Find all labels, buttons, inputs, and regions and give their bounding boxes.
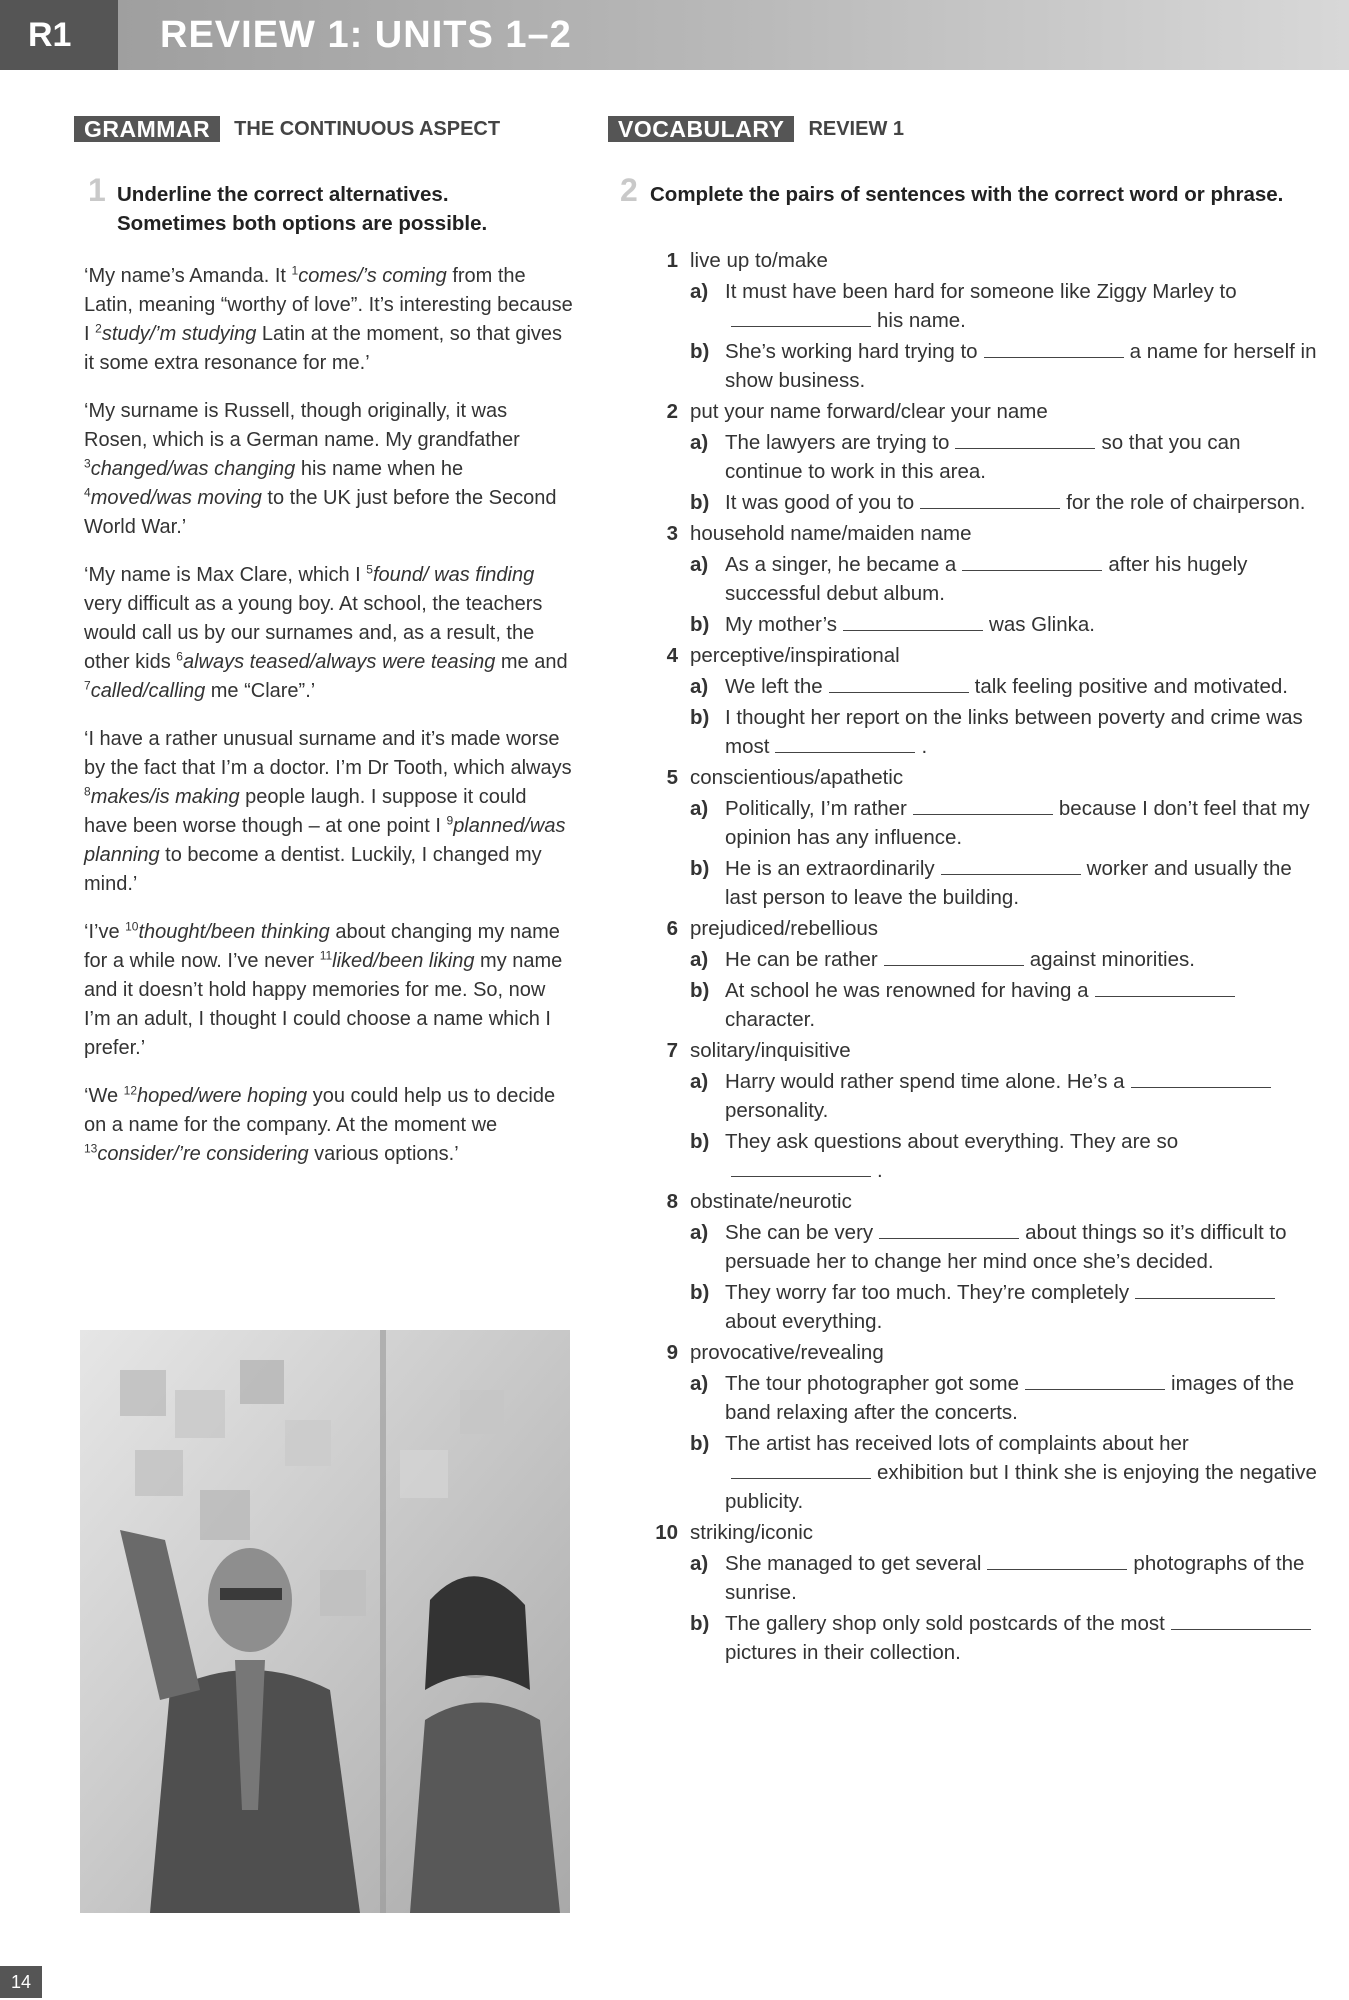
sentence-label: a) <box>690 431 709 454</box>
alternative[interactable]: called/calling <box>90 680 206 702</box>
sentence-a <box>690 945 1318 974</box>
paragraph: ‘We $^{12}$hoped/were hoping you could help us to decide on a name for the company. At the moment we $^{13}$consider/’re considering various options.’ <box>84 1083 556 1165</box>
sentence-text: The artist has received lots of complaints about herexhibition but I think she is enjoying the negative publicity. <box>725 1432 1317 1513</box>
sentence-text: She managed to get several photographs of the sunrise. <box>725 1552 1305 1604</box>
alternative[interactable]: study/’m studying <box>101 323 257 345</box>
sentence-label: b) <box>690 1612 710 1635</box>
sentence-label: b) <box>690 857 710 880</box>
sentence-b <box>690 1127 1318 1185</box>
grammar-header <box>74 116 500 142</box>
word-pair: striking/iconic <box>690 1521 814 1544</box>
item-number: 2 <box>666 400 678 423</box>
answer-blank[interactable] <box>1131 1069 1271 1088</box>
vocab-item-title <box>648 519 1318 548</box>
answer-blank[interactable] <box>987 1551 1127 1570</box>
sentence-b <box>690 488 1318 517</box>
item-number: 3 <box>666 522 678 545</box>
sentence-label: b) <box>690 613 710 636</box>
sentence-b <box>690 1278 1318 1336</box>
vocabulary-subtitle: REVIEW 1 <box>808 117 905 140</box>
sentence-a <box>690 277 1318 335</box>
vocab-item <box>648 1036 1318 1185</box>
sentence-b <box>690 337 1318 395</box>
sentence-a <box>690 794 1318 852</box>
answer-blank[interactable] <box>829 674 969 693</box>
item-number: 7 <box>666 1039 678 1062</box>
vocab-item-title <box>648 1036 1318 1065</box>
sentence-text: He is an extraordinarily worker and usually the last person to leave the building. <box>725 857 1292 909</box>
vocab-item-title <box>648 763 1318 792</box>
answer-blank[interactable] <box>731 1158 871 1177</box>
paragraph: ‘My name’s Amanda. It $^1$comes/’s coming from the Latin, meaning “worthy of love”. It’s interesting because I $^2$study/’m studying Latin at the moment, so that gives it some extra resonance for me.’ <box>84 263 573 374</box>
sentence-b <box>690 976 1318 1034</box>
page-number: 14 <box>0 1966 42 1998</box>
sentence-text: At school he was renowned for having acharacter. <box>725 976 1318 1034</box>
vocab-item <box>648 246 1318 395</box>
sentence-b <box>690 610 1318 639</box>
sentence-label: b) <box>690 1281 710 1304</box>
sentence-text: The tour photographer got some images of the band relaxing after the concerts. <box>725 1372 1295 1424</box>
alternative[interactable]: consider/’re considering <box>97 1143 309 1165</box>
answer-blank[interactable] <box>1171 1611 1311 1630</box>
word-pair: conscientious/apathetic <box>690 766 904 789</box>
answer-blank[interactable] <box>879 1220 1019 1239</box>
header-banner <box>0 0 1349 70</box>
sentence-text: It must have been hard for someone like Ziggy Marley tohis name. <box>725 280 1237 332</box>
vocab-item <box>648 1518 1318 1667</box>
sentence-b <box>690 1609 1318 1667</box>
answer-blank[interactable] <box>1135 1280 1275 1299</box>
sentence-text: I thought her report on the links between poverty and crime was most . <box>725 706 1303 758</box>
vocab-item <box>648 1338 1318 1516</box>
answer-blank[interactable] <box>962 552 1102 571</box>
page-title: REVIEW 1: UNITS 1–2 <box>160 14 572 56</box>
vocab-item-title <box>648 1518 1318 1547</box>
sentence-a <box>690 1218 1318 1276</box>
vocab-item-title <box>648 246 1318 275</box>
word-pair: live up to/make <box>690 249 828 272</box>
item-number: 1 <box>666 249 678 272</box>
alternative[interactable]: liked/been liking <box>332 950 475 972</box>
sentence-label: a) <box>690 1552 709 1575</box>
sentence-b <box>690 854 1318 912</box>
grammar-text <box>84 262 574 1188</box>
vocab-item <box>648 763 1318 912</box>
sentence-text: My mother’s was Glinka. <box>725 613 1095 636</box>
answer-blank[interactable] <box>843 612 983 631</box>
answer-blank[interactable] <box>731 1460 871 1479</box>
sentence-a <box>690 672 1318 701</box>
sentence-b <box>690 1429 1318 1516</box>
vocabulary-header <box>608 116 904 142</box>
answer-blank[interactable] <box>941 856 1081 875</box>
sentence-text: They ask questions about everything. They are so. <box>725 1130 1179 1182</box>
word-pair: put your name forward/clear your name <box>690 400 1048 423</box>
answer-blank[interactable] <box>1025 1371 1165 1390</box>
sentence-a <box>690 1549 1318 1607</box>
answer-blank[interactable] <box>913 796 1053 815</box>
sentence-label: a) <box>690 1372 709 1395</box>
alternative[interactable]: moved/was moving <box>90 487 262 509</box>
sentence-text: They worry far too much. They’re completelyabout everything. <box>725 1278 1318 1336</box>
vocab-item <box>648 914 1318 1034</box>
answer-blank[interactable] <box>955 430 1095 449</box>
answer-blank[interactable] <box>884 947 1024 966</box>
instruction-line: Underline the correct alternatives. <box>117 183 449 206</box>
sentence-label: a) <box>690 948 709 971</box>
sentence-label: b) <box>690 491 710 514</box>
exercise-number: 1 <box>88 172 106 208</box>
alternative[interactable]: thought/been thinking <box>138 921 330 943</box>
grammar-tag: GRAMMAR <box>74 116 220 142</box>
vocab-item-title <box>648 914 1318 943</box>
sentence-label: a) <box>690 1070 709 1093</box>
word-pair: solitary/inquisitive <box>690 1039 851 1062</box>
word-pair: provocative/revealing <box>690 1341 884 1364</box>
instruction-line: Sometimes both options are possible. <box>117 212 488 235</box>
exercise-number: 2 <box>620 172 638 208</box>
sentence-label: a) <box>690 280 709 303</box>
alternative[interactable]: makes/is making <box>90 786 240 808</box>
alternative[interactable]: comes/’s coming <box>298 265 447 287</box>
sentence-label: b) <box>690 1432 710 1455</box>
grammar-instruction <box>117 180 577 238</box>
word-pair: perceptive/inspirational <box>690 644 900 667</box>
answer-blank[interactable] <box>775 734 915 753</box>
vocab-item <box>648 641 1318 761</box>
alternative[interactable]: always teased/always were teasing <box>182 651 496 673</box>
sentence-label: b) <box>690 706 710 729</box>
sentence-label: b) <box>690 340 710 363</box>
sentence-label: a) <box>690 797 709 820</box>
sentence-label: a) <box>690 1221 709 1244</box>
photo-people-at-glass-wall <box>80 1330 570 1913</box>
paragraph: ‘I’ve $^{10}$thought/been thinking about changing my name for a while now. I’ve never $^{11}$liked/been liking my name and it doesn’t hold happy memories for me. So, now I’m an adult, I thought I could choose a name which I prefer.’ <box>84 919 563 1059</box>
grammar-subtitle: THE CONTINUOUS ASPECT <box>234 117 501 140</box>
vocab-item-title <box>648 1187 1318 1216</box>
vocabulary-items <box>648 244 1318 1667</box>
word-pair: prejudiced/rebellious <box>690 917 879 940</box>
paragraph: ‘I have a rather unusual surname and it’s made worse by the fact that I’m a doctor. I’m Dr Tooth, which always $^8$makes/is making people laugh. I suppose it could have been worse though – at one point I $^9$planned/was planning to become a dentist. Luckily, I changed my mind.’ <box>84 728 572 895</box>
sentence-text: Harry would rather spend time alone. He’s apersonality. <box>725 1067 1318 1125</box>
item-number: 4 <box>666 644 678 667</box>
vocab-item-title <box>648 641 1318 670</box>
answer-blank[interactable] <box>920 490 1060 509</box>
word-pair: household name/maiden name <box>690 522 972 545</box>
vocab-item-title <box>648 1338 1318 1367</box>
sentence-text: The gallery shop only sold postcards of the mostpictures in their collection. <box>725 1609 1318 1667</box>
item-number: 10 <box>655 1521 678 1544</box>
answer-blank[interactable] <box>731 308 871 327</box>
review-code: R1 <box>0 0 118 70</box>
sentence-a <box>690 550 1318 608</box>
item-number: 9 <box>666 1341 678 1364</box>
sentence-text: He can be rather against minorities. <box>725 948 1195 971</box>
vocab-item <box>648 519 1318 639</box>
alternative[interactable]: changed/was changing <box>90 458 296 480</box>
sentence-text: The lawyers are trying to so that you can continue to work in this area. <box>725 431 1241 483</box>
sentence-text: She’s working hard trying to a name for herself in show business. <box>725 340 1317 392</box>
answer-blank[interactable] <box>1095 978 1235 997</box>
vocab-item <box>648 1187 1318 1336</box>
answer-blank[interactable] <box>984 339 1124 358</box>
paragraph: ‘My surname is Russell, though originally, it was Rosen, which is a German name. My grandfather $^3$changed/was changing his name when he $^4$moved/was moving to the UK just before the Second World War.’ <box>84 400 557 538</box>
sentence-label: a) <box>690 675 709 698</box>
sentence-a <box>690 1067 1318 1125</box>
word-pair: obstinate/neurotic <box>690 1190 852 1213</box>
sentence-label: b) <box>690 979 710 1002</box>
vocabulary-instruction: Complete the pairs of sentences with the correct word or phrase. <box>650 183 1284 206</box>
sentence-a <box>690 1369 1318 1427</box>
sentence-text: As a singer, he became a after his hugely successful debut album. <box>725 553 1248 605</box>
sentence-text: It was good of you to for the role of chairperson. <box>725 491 1306 514</box>
sentence-label: a) <box>690 553 709 576</box>
item-number: 5 <box>666 766 678 789</box>
vocab-item <box>648 397 1318 517</box>
item-number: 6 <box>666 917 678 940</box>
sentence-b <box>690 703 1318 761</box>
item-number: 8 <box>666 1190 678 1213</box>
alternative[interactable]: hoped/were hoping <box>137 1085 308 1107</box>
sentence-a <box>690 428 1318 486</box>
alternative[interactable]: planned/was planning <box>84 815 566 866</box>
sentence-text: We left the talk feeling positive and motivated. <box>725 675 1289 698</box>
photo-illustration <box>80 1330 570 1913</box>
paragraph: ‘My name is Max Clare, which I $^5$found/ was finding very difficult as a young boy. At school, the teachers would call us by our surnames and, as a result, the other kids $^6$always teased/always were teasing me and $^7$called/calling me “Clare”.’ <box>84 562 568 702</box>
sentence-label: b) <box>690 1130 710 1153</box>
sentence-text: She can be very about things so it’s difficult to persuade her to change her mind once she’s decided. <box>725 1221 1287 1273</box>
vocabulary-tag: VOCABULARY <box>608 116 794 142</box>
alternative[interactable]: found/ was finding <box>372 564 535 586</box>
vocab-item-title <box>648 397 1318 426</box>
sentence-text: Politically, I’m rather because I don’t feel that my opinion has any influence. <box>725 797 1310 849</box>
